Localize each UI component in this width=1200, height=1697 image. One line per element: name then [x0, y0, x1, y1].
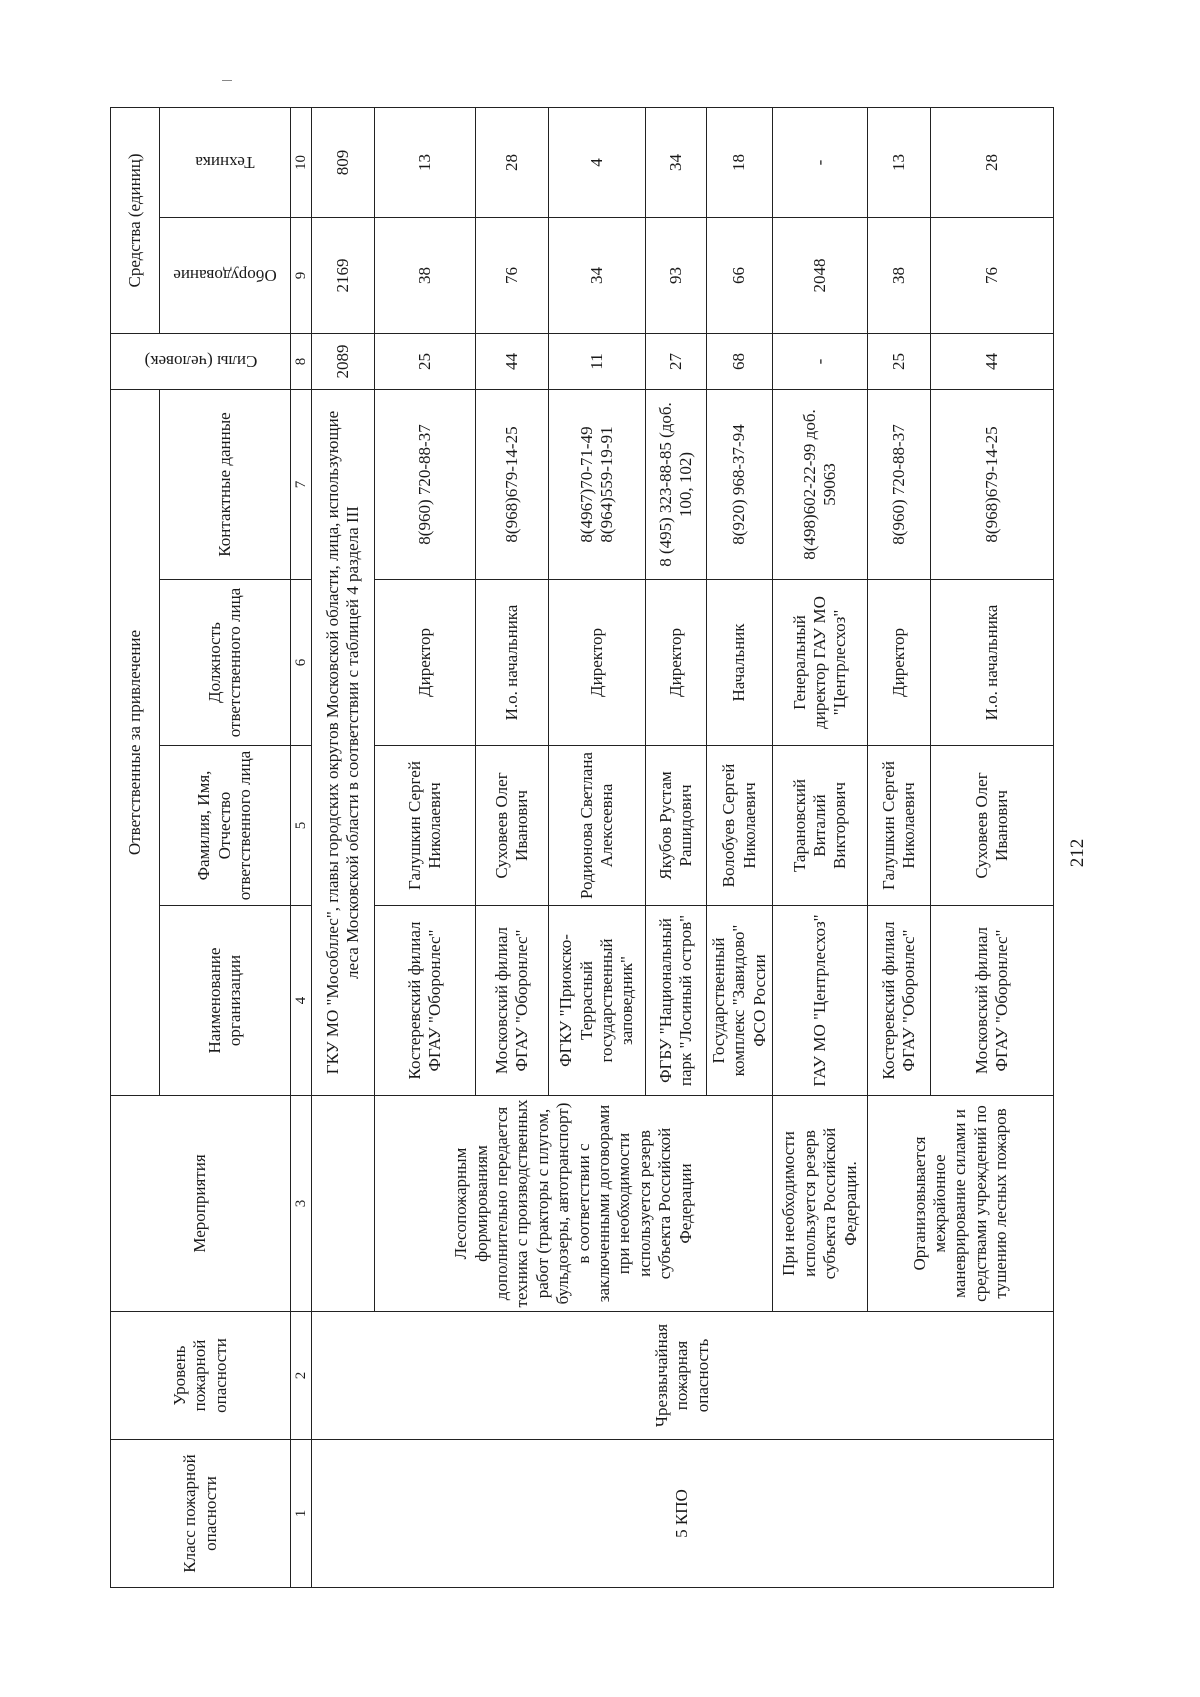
col-num: 9: [291, 217, 312, 333]
span-org-cell: ГКУ МО "Мособллес", главы городских округов Московской области, лица, использующие леса Московской области в соответствии с таблицей 4 раздела III: [312, 389, 375, 1095]
machinery-cell: 18: [707, 107, 773, 217]
col-num: 3: [291, 1096, 312, 1312]
contacts-cell: 8(960) 720-88-37: [375, 389, 476, 579]
position-cell: Директор: [375, 580, 476, 746]
col-num: 2: [291, 1312, 312, 1440]
header-class: Класс пожарной опасности: [111, 1440, 291, 1588]
forces-cell: 25: [868, 333, 931, 389]
org-cell: Костеревский филиал ФГАУ "Оборонлес": [375, 906, 476, 1096]
position-cell: Начальник: [707, 580, 773, 746]
contacts-cell: 8(960) 720-88-37: [868, 389, 931, 579]
header-responsible: Ответственные за привлечение: [111, 389, 160, 1095]
equipment-cell: 76: [931, 217, 1054, 333]
forces-cell: 11: [549, 333, 646, 389]
contacts-cell: 8(968)679-14-25: [931, 389, 1054, 579]
col-num: 8: [291, 333, 312, 389]
forces-cell: 27: [646, 333, 707, 389]
fio-cell: Галушкин Сергей Николаевич: [375, 746, 476, 906]
equipment-cell: 2169: [312, 217, 375, 333]
contacts-cell: 8 (495) 323-88-85 (доб. 100, 102): [646, 389, 707, 579]
header-org: Наименование организации: [160, 906, 291, 1096]
forces-cell: -: [773, 333, 868, 389]
page-number: 212: [1067, 838, 1088, 868]
equipment-cell: 38: [868, 217, 931, 333]
fio-cell: Суховеев Олег Иванович: [476, 746, 549, 906]
class-cell: 5 КПО: [312, 1440, 1054, 1588]
header-machinery: [160, 107, 291, 217]
contacts-cell: 8(4967)70-71-49 8(964)559-19-91: [549, 389, 646, 579]
col-num: 7: [291, 389, 312, 579]
header-fio: Фамилия, Имя, Отчество ответственного лица: [160, 746, 291, 906]
machinery-cell: 809: [312, 107, 375, 217]
contacts-cell: 8(968)679-14-25: [476, 389, 549, 579]
header-row-1: [111, 107, 160, 1587]
machinery-cell: 13: [868, 107, 931, 217]
fire-hazard-table: [110, 107, 1054, 1588]
forces-cell: 2089: [312, 333, 375, 389]
header-contacts: Контактные данные: [160, 389, 291, 579]
org-cell: Государственный комплекс "Завидово" ФСО России: [707, 906, 773, 1096]
scan-mark: [222, 80, 232, 81]
machinery-cell: -: [773, 107, 868, 217]
fio-cell: Тарановский Виталий Викторович: [773, 746, 868, 906]
position-cell: Генеральный директор ГАУ МО "Центрлесхоз": [773, 580, 868, 746]
forces-cell: 44: [476, 333, 549, 389]
contacts-cell: 8(920) 968-37-94: [707, 389, 773, 579]
equipment-cell: 76: [476, 217, 549, 333]
measures-empty-cell: [312, 1096, 375, 1312]
forces-cell: 44: [931, 333, 1054, 389]
col-num: 10: [291, 107, 312, 217]
org-cell: ФГКУ "Приокско-Террасный государственный заповедник": [549, 906, 646, 1096]
header-forces: [111, 333, 291, 389]
machinery-cell: 34: [646, 107, 707, 217]
column-numbers-row: [291, 107, 312, 1587]
col-num: 6: [291, 580, 312, 746]
org-cell: ФГБУ "Национальный парк "Лосиный остров": [646, 906, 707, 1096]
equipment-cell: 34: [549, 217, 646, 333]
org-cell: Костеревский филиал ФГАУ "Оборонлес": [868, 906, 931, 1096]
header-position: Должность ответственного лица: [160, 580, 291, 746]
col-num: 5: [291, 746, 312, 906]
forces-cell: 25: [375, 333, 476, 389]
header-equipment: [160, 217, 291, 333]
fio-cell: Якубов Рустам Рашидович: [646, 746, 707, 906]
contacts-cell: 8(498)602-22-99 доб. 59063: [773, 389, 868, 579]
measures-cell: При необходимости используется резерв субъекта Российской Федерации.: [773, 1096, 868, 1312]
position-cell: И.о. начальника: [931, 580, 1054, 746]
org-cell: Московский филиал ФГАУ "Оборонлес": [476, 906, 549, 1096]
machinery-cell: 4: [549, 107, 646, 217]
col-num: 1: [291, 1440, 312, 1588]
header-means: Средства (единиц): [111, 107, 160, 333]
fio-cell: Галушкин Сергей Николаевич: [868, 746, 931, 906]
position-cell: И.о. начальника: [476, 580, 549, 746]
vertical-label: Оборудование: [173, 266, 277, 286]
position-cell: Директор: [549, 580, 646, 746]
fio-cell: Суховеев Олег Иванович: [931, 746, 1054, 906]
equipment-cell: 93: [646, 217, 707, 333]
vertical-label: Силы (человек): [144, 352, 257, 372]
position-cell: Директор: [646, 580, 707, 746]
fio-cell: Волобуев Сергей Николаевич: [707, 746, 773, 906]
header-measures: Мероприятия: [111, 1096, 291, 1312]
org-cell: ГАУ МО "Центрлесхоз": [773, 906, 868, 1096]
forces-cell: 68: [707, 333, 773, 389]
equipment-cell: 38: [375, 217, 476, 333]
header-level: Уровень пожарной опасности: [111, 1312, 291, 1440]
machinery-cell: 28: [931, 107, 1054, 217]
machinery-cell: 13: [375, 107, 476, 217]
level-cell: Чрезвычайная пожарная опасность: [312, 1312, 1054, 1440]
equipment-cell: 66: [707, 217, 773, 333]
org-cell: Московский филиал ФГАУ "Оборонлес": [931, 906, 1054, 1096]
measures-cell: Организовывается межрайонное маневрирование силами и средствами учреждений по тушению лесных пожаров: [868, 1096, 1054, 1312]
equipment-cell: 2048: [773, 217, 868, 333]
col-num: 4: [291, 906, 312, 1096]
fio-cell: Родионова Светлана Алексеевна: [549, 746, 646, 906]
vertical-label: Техника: [195, 153, 255, 173]
machinery-cell: 28: [476, 107, 549, 217]
table-row: [312, 107, 375, 1587]
rotated-table-wrapper: [110, 108, 1170, 1588]
position-cell: Директор: [868, 580, 931, 746]
measures-cell: Лесопожарным формированиям дополнительно передается техника с производственных работ (тракторы с плугом, бульдозеры, автотранспорт) в соответствии с заключенными договорами при необходимости используется резерв субъекта Российской Федерации: [375, 1096, 773, 1312]
